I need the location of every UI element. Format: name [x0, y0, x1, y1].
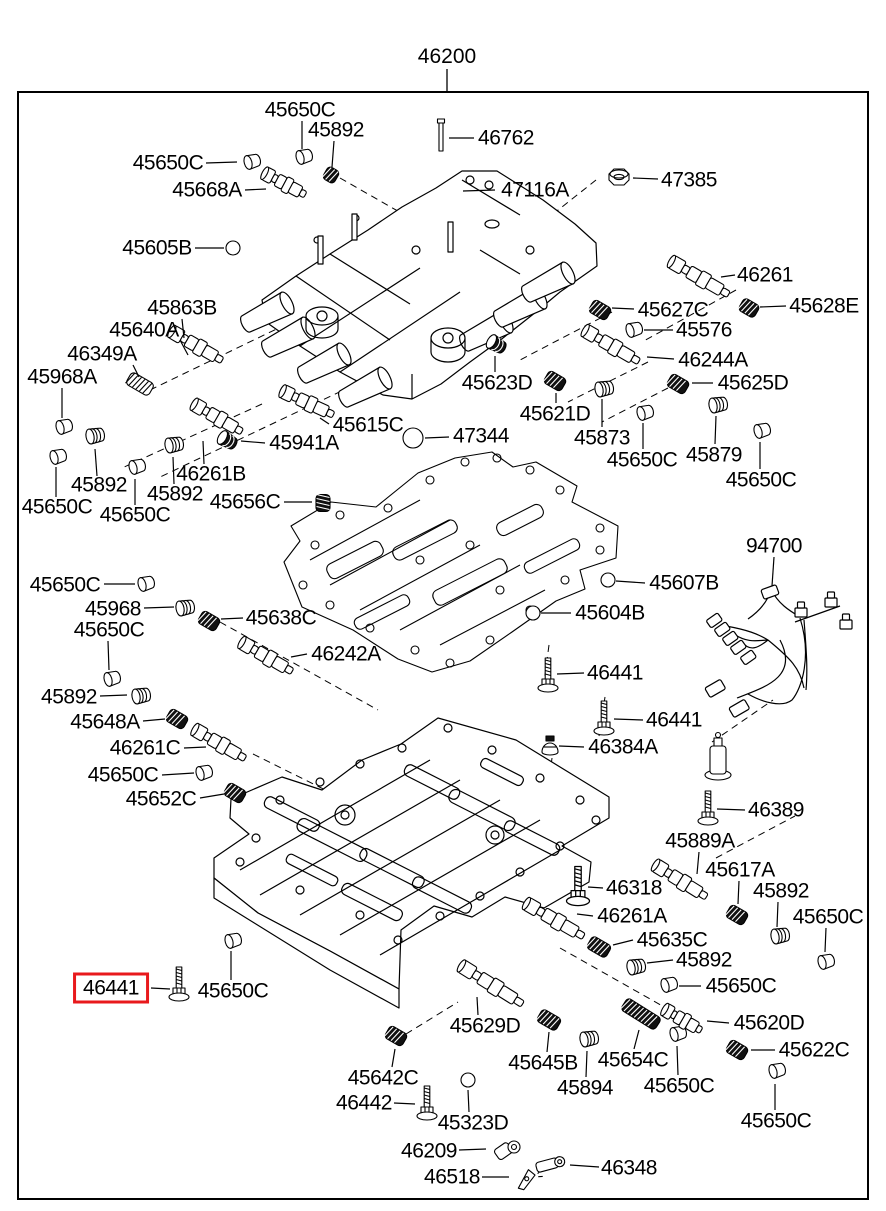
lower-valve-body-drawing: [214, 718, 609, 1008]
leader-line: [577, 914, 593, 916]
part-label-45650C[interactable]: 45650C: [29, 573, 101, 597]
leader-line: [715, 416, 716, 444]
leader-line: [612, 308, 634, 309]
part-label-45615C[interactable]: 45615C: [332, 413, 404, 437]
leader-line: [825, 928, 826, 952]
cap-part-icon: [55, 418, 74, 436]
cap-part-icon: [295, 148, 314, 166]
cap-part-icon: [137, 575, 156, 593]
part-label-45650C[interactable]: 45650C: [99, 503, 171, 527]
spring-part-icon: [738, 297, 761, 318]
cap-part-icon: [636, 404, 655, 422]
leader-line: [570, 1165, 599, 1167]
circle-part-icon: [403, 428, 423, 448]
part-label-45323D[interactable]: 45323D: [437, 1111, 509, 1135]
leader-line: [588, 887, 603, 888]
part-label-45650C[interactable]: 45650C: [606, 448, 678, 472]
leader-line: [647, 357, 674, 359]
cap-part-icon: [195, 764, 214, 782]
leader-line: [173, 457, 174, 484]
part-label-45650C[interactable]: 45650C: [705, 974, 777, 998]
leader-line: [394, 1103, 415, 1104]
part-label-45627C[interactable]: 45627C: [637, 298, 709, 322]
spring-part-icon: [543, 370, 567, 392]
part-label-45650C[interactable]: 45650C: [264, 98, 336, 122]
leader-line: [614, 719, 643, 720]
leader-line: [697, 852, 699, 874]
nut-part-icon: [609, 169, 629, 185]
cap-part-icon: [224, 932, 243, 950]
part-label-45638C[interactable]: 45638C: [245, 606, 317, 630]
part-label-45656C[interactable]: 45656C: [209, 490, 281, 514]
part-label-46242A[interactable]: 46242A: [311, 642, 381, 666]
part-label-45625D[interactable]: 45625D: [717, 371, 789, 395]
leader-line: [162, 773, 194, 775]
spring-part-icon: [197, 610, 221, 632]
valve-part-icon: [259, 165, 309, 202]
part-label-46261A[interactable]: 46261A: [597, 904, 667, 928]
part-label-45892[interactable]: 45892: [753, 879, 809, 903]
part-label-45642C[interactable]: 45642C: [347, 1066, 419, 1090]
spring-part-icon: [384, 1025, 408, 1047]
part-label-45892[interactable]: 45892: [147, 482, 203, 506]
part-label-46261B[interactable]: 46261B: [176, 462, 246, 486]
part-label-45621D[interactable]: 45621D: [519, 402, 591, 426]
bolt-part-icon: [417, 1086, 437, 1120]
part-label-45576[interactable]: 45576: [676, 318, 732, 342]
bolt-part-icon: [698, 791, 718, 825]
leader-line: [291, 654, 307, 657]
part-label-45668A[interactable]: 45668A: [172, 178, 242, 202]
part-label-45968[interactable]: 45968: [85, 597, 141, 621]
part-label-46762[interactable]: 46762: [478, 126, 534, 150]
leader-line: [721, 275, 735, 277]
sensor-part-icon: [705, 733, 731, 781]
plug-part-icon: [131, 687, 152, 705]
part-label-46244A[interactable]: 46244A: [678, 348, 748, 372]
spring-part-icon: [316, 495, 330, 512]
cap-part-icon: [753, 422, 772, 440]
spring-part-icon: [588, 299, 612, 321]
valve-part-icon: [277, 383, 337, 422]
part-label-45604B[interactable]: 45604B: [575, 601, 645, 625]
part-label-45628E[interactable]: 45628E: [789, 294, 859, 318]
leader-line: [206, 162, 237, 163]
part-label-45645B[interactable]: 45645B: [508, 1051, 578, 1075]
part-label-45892[interactable]: 45892: [308, 118, 364, 142]
leader-line: [559, 746, 584, 747]
part-label-45652C[interactable]: 45652C: [125, 787, 197, 811]
leader-line: [738, 881, 739, 904]
plug-part-icon: [164, 436, 185, 454]
leader-line: [634, 1030, 639, 1049]
part-label-47385[interactable]: 47385: [661, 168, 717, 192]
leader-line: [332, 141, 334, 167]
part-label-45640A[interactable]: 45640A: [109, 318, 179, 342]
leader-line: [547, 1032, 549, 1052]
part-label-45873[interactable]: 45873: [574, 426, 630, 450]
leader-line: [100, 695, 127, 696]
leader-line: [633, 178, 658, 179]
spring-part-icon: [725, 1039, 749, 1061]
circle-part-icon: [526, 606, 540, 620]
leader-line: [707, 1021, 729, 1023]
valve-part-icon: [455, 958, 527, 1011]
leader-line: [108, 641, 109, 670]
leader-line: [647, 960, 673, 963]
separator-plate-drawing: [284, 452, 618, 672]
bolt-part-icon: [169, 967, 189, 1001]
part-label-45889A[interactable]: 45889A: [665, 829, 735, 853]
part-label-45622C[interactable]: 45622C: [778, 1038, 850, 1062]
cap-part-icon: [625, 321, 644, 339]
part-label-45650C[interactable]: 45650C: [21, 495, 93, 519]
leader-line: [557, 673, 584, 674]
leader-line: [586, 1051, 587, 1077]
spring-part-icon: [586, 935, 612, 958]
leader-line: [245, 189, 266, 190]
valve-part-icon: [188, 396, 246, 439]
leader-line: [477, 997, 478, 1015]
part-label-45892[interactable]: 45892: [41, 685, 97, 709]
leader-line: [677, 1046, 678, 1075]
leader-line: [184, 747, 206, 748]
cap-part-icon: [49, 448, 68, 466]
plug-part-icon: [626, 958, 647, 976]
spring-part-icon: [165, 708, 189, 730]
plug-part-icon: [579, 1030, 600, 1048]
term348-part-icon: [535, 1156, 566, 1173]
leader-line: [241, 441, 265, 443]
part-label-46261C[interactable]: 46261C: [109, 736, 181, 760]
part-label-46348[interactable]: 46348: [601, 1156, 657, 1180]
part-label-45650C[interactable]: 45650C: [643, 1074, 715, 1098]
plug-part-icon: [175, 599, 196, 617]
part-label-46441[interactable]: 46441: [646, 708, 702, 732]
part-label-46518[interactable]: 46518: [424, 1165, 480, 1189]
part-label-45650C[interactable]: 45650C: [740, 1109, 812, 1133]
plug-part-icon: [85, 427, 106, 445]
plug-part-icon: [770, 927, 791, 945]
leader-line: [200, 794, 224, 798]
dome-part-icon: [542, 736, 558, 755]
plug-part-icon: [594, 380, 615, 398]
bolt-part-icon: [594, 701, 614, 735]
leader-line: [616, 581, 645, 583]
leader-line: [613, 940, 633, 945]
leader-line: [392, 1049, 395, 1067]
part-label-47344[interactable]: 47344: [453, 424, 509, 448]
part-label-46384A[interactable]: 46384A: [588, 735, 658, 759]
part-label-45650C[interactable]: 45650C: [725, 468, 797, 492]
cap-part-icon: [768, 1062, 787, 1080]
valve-part-icon: [189, 721, 249, 765]
cap-part-icon: [128, 458, 147, 476]
part-label-45892[interactable]: 45892: [71, 473, 127, 497]
part-label-45650C[interactable]: 45650C: [792, 905, 864, 929]
spring-part-icon: [666, 373, 690, 395]
spring-part-icon: [322, 166, 340, 185]
circle-part-icon: [461, 1073, 475, 1087]
part-label-45650C[interactable]: 45650C: [87, 763, 159, 787]
part-label-94700[interactable]: 94700: [746, 534, 802, 558]
part-label-45968A[interactable]: 45968A: [27, 365, 97, 389]
part-label-46318[interactable]: 46318: [606, 876, 662, 900]
part-label-45635C[interactable]: 45635C: [636, 928, 708, 952]
part-label-45620D[interactable]: 45620D: [733, 1011, 805, 1035]
leader-line: [203, 441, 204, 464]
part-label-45941A[interactable]: 45941A: [269, 431, 339, 455]
cap-part-icon: [817, 953, 836, 971]
leader-line: [143, 719, 165, 721]
leader-line: [717, 809, 745, 810]
spring-part-icon: [536, 1008, 562, 1031]
part-label-47116A[interactable]: 47116A: [501, 178, 569, 202]
leader-line: [777, 902, 778, 927]
leader-line: [95, 449, 97, 476]
part-label-46442[interactable]: 46442: [336, 1091, 392, 1115]
upper-valve-body-drawing: [237, 171, 597, 411]
cap-part-icon: [660, 976, 679, 994]
spring-part-icon: [725, 904, 749, 926]
part-label-45617A[interactable]: 45617A: [705, 858, 775, 882]
clip209-part-icon: [493, 1141, 520, 1161]
springL-part-icon: [125, 371, 155, 396]
leader-line: [772, 557, 774, 586]
part-label-46441-highlighted[interactable]: 46441: [73, 973, 149, 1004]
leader-line: [459, 1149, 486, 1150]
part-label-45648A[interactable]: 45648A: [70, 710, 140, 734]
leader-line: [320, 418, 329, 424]
leader-line: [151, 988, 170, 989]
leader-line: [144, 607, 174, 608]
part-label-45863B[interactable]: 45863B: [147, 296, 217, 320]
part-label-46209[interactable]: 46209: [401, 1139, 457, 1163]
part-label-45650C[interactable]: 45650C: [132, 151, 204, 175]
cap-part-icon: [103, 670, 122, 688]
part-label-46389[interactable]: 46389: [748, 798, 804, 822]
part-label-45623D[interactable]: 45623D: [461, 371, 533, 395]
circle-part-icon: [601, 573, 615, 587]
part-label-45892[interactable]: 45892: [676, 948, 732, 972]
leader-line: [760, 306, 786, 307]
part-label-45605B[interactable]: 45605B: [122, 236, 192, 260]
harness-94700-drawing: [705, 585, 852, 718]
part-label-45629D[interactable]: 45629D: [449, 1014, 521, 1038]
cap-part-icon: [243, 153, 262, 171]
plug-part-icon: [708, 396, 729, 414]
part-label-46261[interactable]: 46261: [737, 263, 793, 287]
leader-line: [221, 618, 243, 619]
valve-part-icon: [236, 634, 296, 678]
leader-line: [425, 437, 449, 438]
part-label-45650C[interactable]: 45650C: [73, 618, 145, 642]
part-label-46349A[interactable]: 46349A: [67, 342, 137, 366]
leader-line: [468, 1090, 469, 1112]
part-label-45894[interactable]: 45894: [557, 1076, 613, 1100]
pin-part-icon: [438, 119, 445, 151]
bolt-part-icon: [538, 658, 558, 692]
part-label-45654C[interactable]: 45654C: [597, 1048, 669, 1072]
part-label-45879[interactable]: 45879: [686, 443, 742, 467]
part-label-46441[interactable]: 46441: [587, 661, 643, 685]
circle-part-icon: [226, 241, 240, 255]
part-label-45650C[interactable]: 45650C: [197, 979, 269, 1003]
assembly-number: 46200: [417, 45, 477, 68]
part-label-45607B[interactable]: 45607B: [649, 571, 719, 595]
